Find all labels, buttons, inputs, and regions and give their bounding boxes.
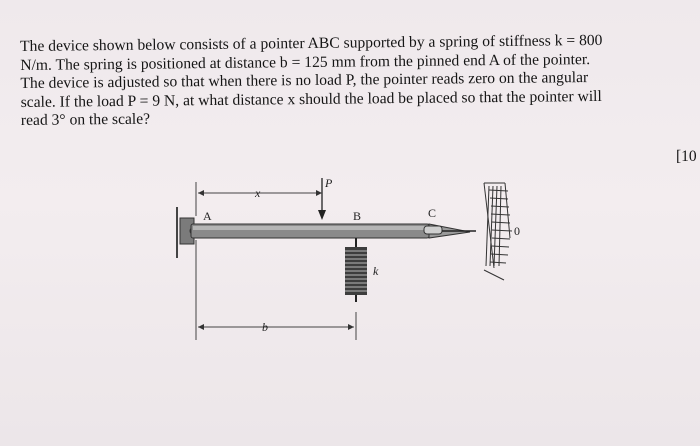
problem-line-2: N/m. The spring is positioned at distance b = 125 mm from the pinned end A of the pointer. bbox=[20, 50, 591, 74]
problem-line-5: read 3° on the scale? bbox=[20, 111, 151, 130]
label-p: P bbox=[325, 176, 333, 190]
label-c: C bbox=[428, 206, 437, 220]
b-dimension bbox=[196, 240, 356, 340]
pointer-beam bbox=[191, 224, 476, 238]
problem-line-1: The device shown below consists of a pointer ABC supported by a spring of stiffness k = 800 bbox=[20, 31, 603, 55]
problem-line-4: scale. If the load P = 9 N, at what distance x should the load be placed so that the pointer will bbox=[20, 87, 602, 111]
marks-label: [10 bbox=[676, 148, 697, 165]
label-k: k bbox=[373, 264, 379, 278]
label-a: A bbox=[203, 209, 212, 223]
spring bbox=[345, 238, 367, 302]
label-zero: 0 bbox=[514, 224, 520, 238]
label-b-dimension: b bbox=[262, 320, 268, 334]
label-x: x bbox=[255, 186, 261, 200]
angular-scale bbox=[484, 183, 512, 280]
problem-line-3: The device is adjusted so that when there is no load P, the pointer reads zero on the angular bbox=[20, 69, 589, 93]
label-b: B bbox=[353, 209, 362, 223]
